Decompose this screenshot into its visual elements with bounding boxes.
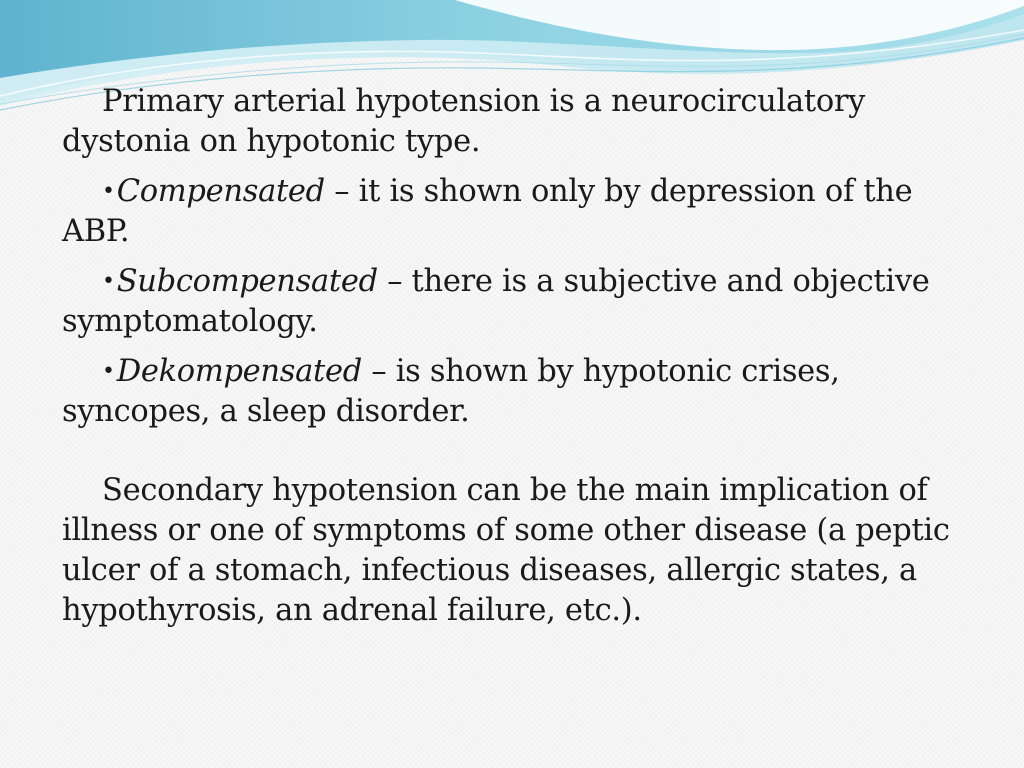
slide-body: [62, 82, 962, 631]
bullet-text: – there is a subjective and objective symptomatology.: [62, 264, 930, 339]
bullet-text: – is shown by hypotonic crises, syncopes, a sleep disorder.: [62, 354, 840, 429]
secondary-paragraph: Secondary hypotension can be the main implication of illness or one of symptoms of some other disease (a peptic ulcer of a stomach, infectious diseases, allergic states, a hypothyrosis, an adrenal failure, etc.).: [62, 473, 950, 628]
bullet-dot-icon: •: [102, 269, 115, 294]
bullet-term: Dekompensated: [116, 354, 362, 389]
bullet-term: Compensated: [116, 174, 325, 209]
bullet-dot-icon: •: [102, 179, 115, 204]
bullet-term: Subcompensated: [116, 264, 378, 299]
bullet-dekompensated: [62, 352, 962, 432]
bullet-text: – it is shown only by depression of the ABP.: [62, 174, 913, 249]
bullet-subcompensated: [62, 262, 962, 342]
bullet-compensated: [62, 172, 962, 252]
intro-paragraph: Primary arterial hypotension is a neurocirculatory dystonia on hypotonic type.: [62, 84, 866, 159]
bullet-dot-icon: •: [102, 359, 115, 384]
